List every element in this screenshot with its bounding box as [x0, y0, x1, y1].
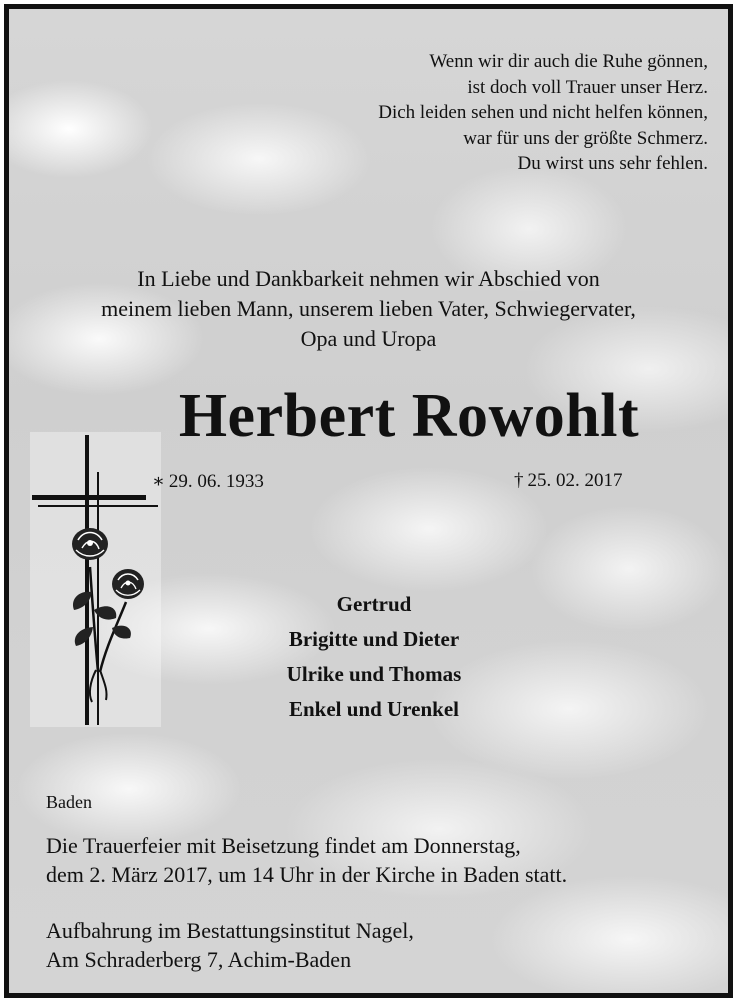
death-date: 25. 02. 2017: [527, 470, 623, 491]
viewing-notice: [46, 916, 414, 974]
location-label: Baden: [46, 792, 92, 812]
obituary-card: [4, 4, 733, 998]
memorial-poem: [108, 49, 708, 177]
mourner-line: Brigitte und Dieter: [288, 627, 460, 651]
mourner-line: Ulrike und Thomas: [286, 662, 462, 686]
ceremony-line: Die Trauerfeier mit Beisetzung findet am Donnerstag,: [46, 833, 521, 858]
birth-star-icon: ∗: [152, 471, 165, 492]
poem-line: ist doch voll Trauer unser Herz.: [467, 76, 708, 98]
poem-line: war für uns der größte Schmerz.: [463, 127, 708, 149]
cross-with-roses-graphic: [30, 432, 161, 727]
poem-line: Wenn wir dir auch die Ruhe gönnen,: [429, 51, 708, 72]
deceased-name: Herbert Rowohlt: [178, 382, 640, 450]
viewing-line: Am Schraderberg 7, Achim-Baden: [46, 947, 352, 972]
death-date-line: [514, 470, 623, 492]
intro-line: Opa und Uropa: [300, 326, 437, 351]
mourner-line: Enkel und Urenkel: [289, 697, 459, 721]
poem-line: Dich leiden sehen und nicht helfen können,: [378, 102, 708, 123]
viewing-line: Aufbahrung im Bestattungsinstitut Nagel,: [46, 918, 414, 943]
birth-date: 29. 06. 1933: [168, 471, 264, 492]
death-cross-icon: †: [514, 470, 524, 491]
mourner-line: Gertrud: [336, 592, 412, 616]
intro-line: meinem lieben Mann, unserem lieben Vater, Schwiegervater,: [101, 296, 636, 321]
mourners-list: [199, 587, 549, 727]
ceremony-notice: [46, 831, 567, 889]
ceremony-line: dem 2. März 2017, um 14 Uhr in der Kirche in Baden statt.: [46, 862, 568, 887]
poem-line: Du wirst uns sehr fehlen.: [517, 153, 708, 174]
birth-date-line: [152, 470, 264, 493]
farewell-intro: [9, 264, 728, 354]
intro-line: In Liebe und Dankbarkeit nehmen wir Abschied von: [137, 266, 600, 291]
cross-with-roses-icon: [30, 432, 161, 727]
